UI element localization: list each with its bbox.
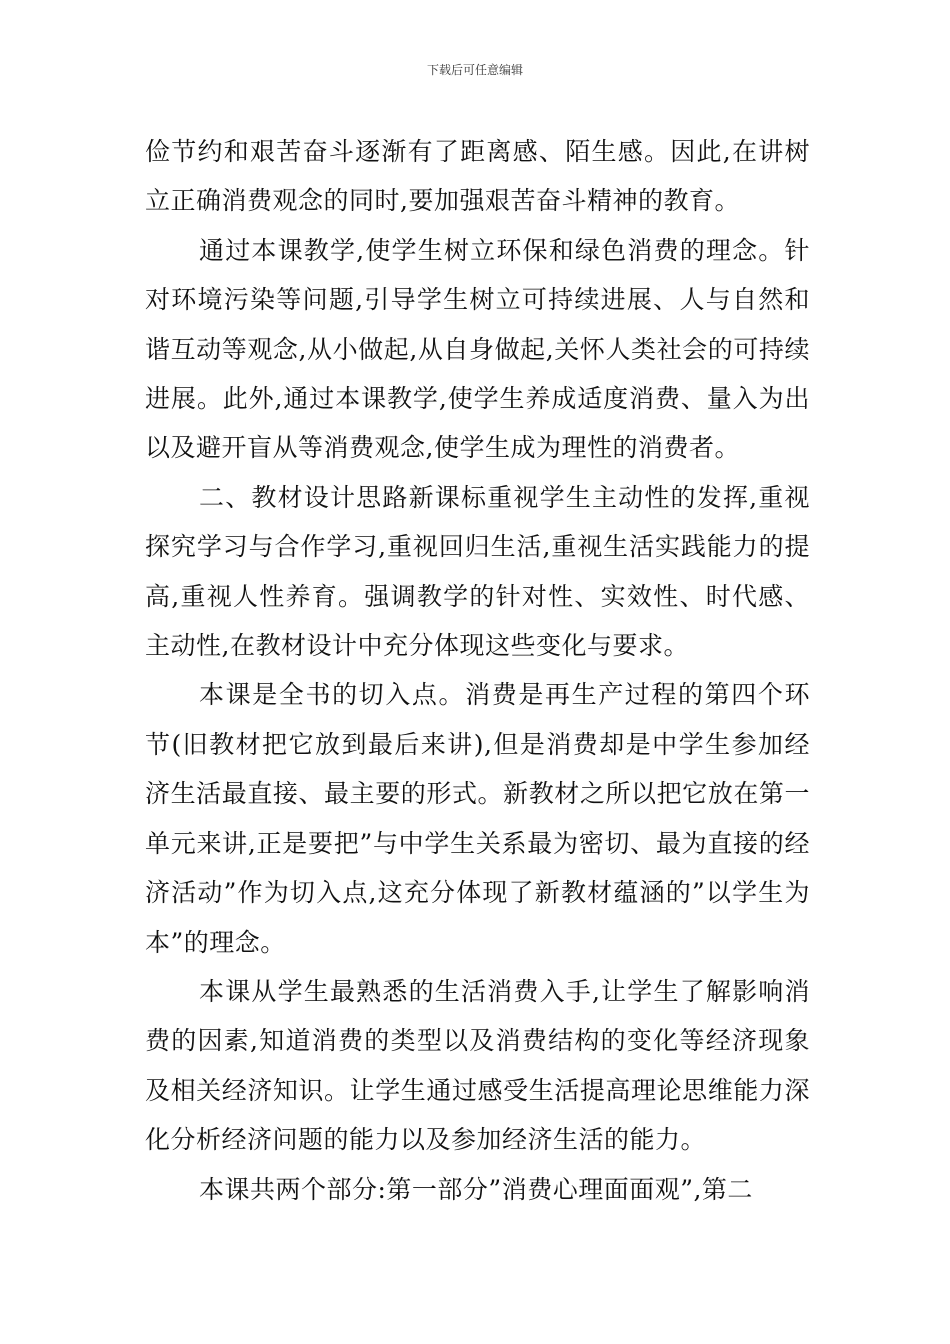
paragraph-lesson-parts: 本课共两个部分:第一部分”消费心理面面观”,第二	[199, 1174, 753, 1204]
paragraph-environment: 通过本课教学,使学生树立环保和绿色消费的理念。针对环境污染等问题,引导学生树立可持续进展、人与自然和谐互动等观念,从小做起,从自身做起,关怀人类社会的可持续进展。此外,通过本课教学,使学生养成适度消费、量入为出以及避开盲从等消费观念,使学生成为理性的消费者。	[145, 235, 810, 463]
paragraph-design-approach: 二、教材设计思路新课标重视学生主动性的发挥,重视探究学习与合作学习,重视回归生活,重视生活实践能力的提高,重视人性养育。强调教学的针对性、实效性、时代感、主动性,在教材设计中充分体现这些变化与要求。	[145, 482, 810, 661]
paragraph-entry-point: 本课是全书的切入点。消费是再生产过程的第四个环节(旧教材把它放到最后来讲),但是消费却是中学生参加经济生活最直接、最主要的形式。新教材之所以把它放在第一单元来讲,正是要把”与中学生关系最为密切、最为直接的经济活动”作为切入点,这充分体现了新教材蕴涵的”以学生为本”的理念。	[145, 680, 810, 957]
document-body	[145, 127, 810, 1214]
paragraph-continuation: 俭节约和艰苦奋斗逐渐有了距离感、陌生感。因此,在讲树立正确消费观念的同时,要加强艰苦奋斗精神的教育。	[145, 137, 810, 216]
page-header: 下载后可任意编辑	[426, 63, 523, 77]
paragraph-consumption-factors: 本课从学生最熟悉的生活消费入手,让学生了解影响消费的因素,知道消费的类型以及消费结构的变化等经济现象及相关经济知识。让学生通过感受生活提高理论思维能力深化分析经济问题的能力以及参加经济生活的能力。	[145, 976, 810, 1155]
